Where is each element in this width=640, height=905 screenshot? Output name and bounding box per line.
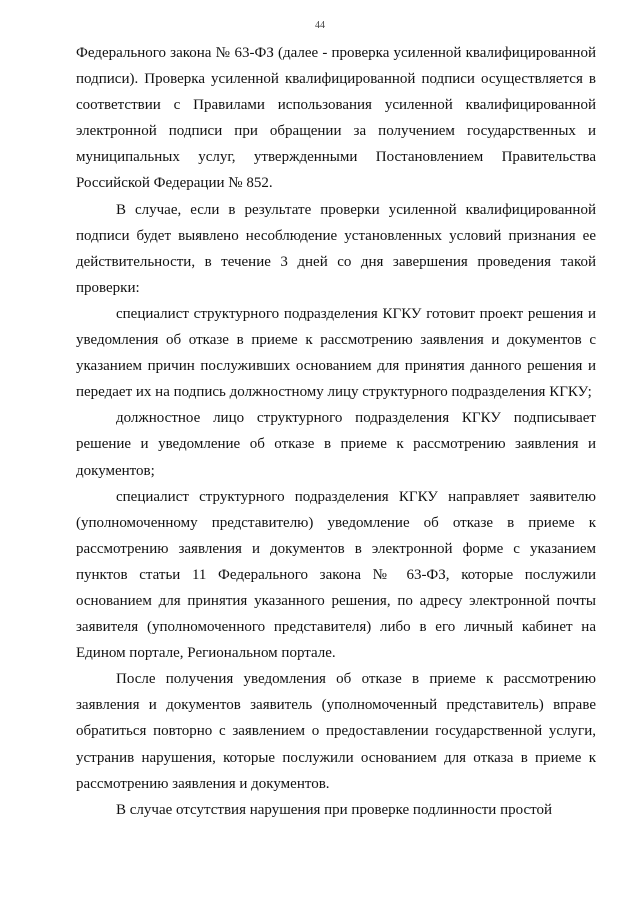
paragraph-verification-failure: В случае, если в результате проверки усиленной квалифицированной подписи будет выявлено несоблюдение установленных условий признания ее действительности, в течение 3 дней со дня завершения проведения такой проверки: [76, 201, 596, 296]
paragraph-official-signs: должностное лицо структурного подразделения КГКУ подписывает решение и уведомление об отказе в приеме к рассмотрению заявления и документов; [76, 410, 596, 479]
document-body [76, 40, 596, 823]
page-number: 44 [315, 20, 325, 31]
paragraph-specialist-prepares: специалист структурного подразделения КГКУ готовит проект решения и уведомления об отказе в приеме к рассмотрению заявления и документов с указанием причин послуживших основанием для принятия данного решения и передает их на подпись должностному лицу структурного подразделения КГКУ; [76, 305, 596, 401]
paragraph-reapply: После получения уведомления об отказе в приеме к рассмотрению заявления и документов заявитель (уполномоченный представитель) вправе обратиться повторно с заявлением о предоставлении государственной услуги, устранив нарушения, которые послужили основанием для отказа в приеме к рассмотрению заявления и документов. [76, 671, 596, 792]
paragraph-continuation: Федерального закона № 63-ФЗ (далее - проверка усиленной квалифицированной подписи). Проверка усиленной квалифицированной подписи осуществляется в соответствии с Правилами использования усиленной квалифицированной электронной подписи при обращении за получением государственных и муниципальных услуг, утвержденными Постановлением Правительства Российской Федерации № 852. [76, 45, 596, 192]
paragraph-specialist-sends: специалист структурного подразделения КГКУ направляет заявителю (уполномоченному представителю) уведомление об отказе в приеме к рассмотрению заявления и документов в электронной форме с указанием пунктов статьи 11 Федерального закона № 63-ФЗ, которые послужили основанием для принятия указанного решения, по адресу электронной почты заявителя (уполномоченного представителя) либо в его личный кабинет на Едином портале, Региональном портале. [76, 488, 596, 662]
paragraph-no-violation: В случае отсутствия нарушения при проверке подлинности простой [116, 801, 553, 818]
